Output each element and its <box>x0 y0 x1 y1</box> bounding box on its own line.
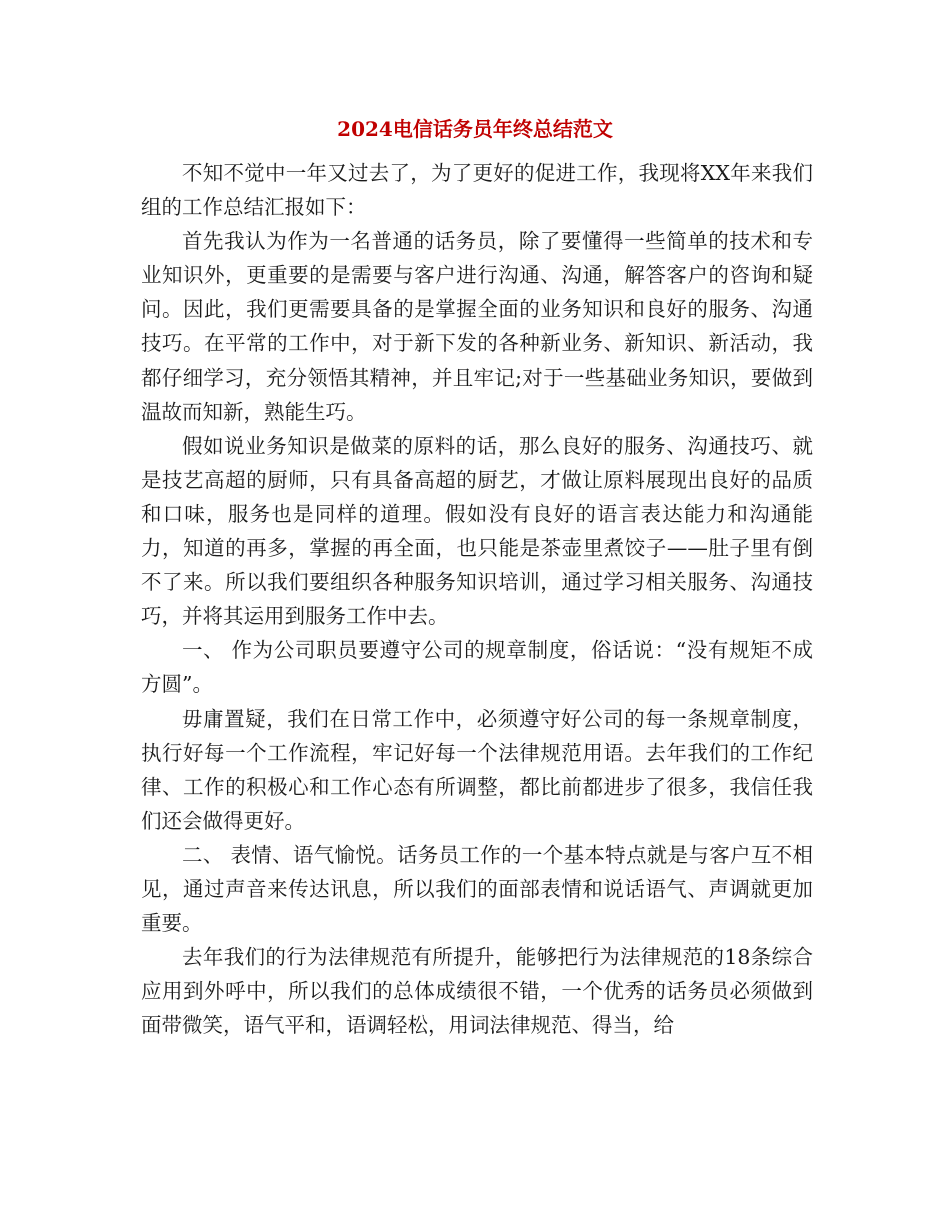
document-title: 2024电信话务员年终总结范文 <box>337 117 613 141</box>
paragraph-section-one: 一、 作为公司职员要遵守公司的规章制度，俗话说：“没有规矩不成方圆”。 <box>141 638 813 697</box>
paragraph-intro: 不知不觉中一年又过去了，为了更好的促进工作，我现将XX年来我们组的工作总结汇报如下： <box>141 161 813 220</box>
paragraph-section-two: 二、 表情、语气愉悦。话务员工作的一个基本特点就是与客户互不相见，通过声音来传达讯息，所以我们的面部表情和说话语气、声调就更加重要。 <box>141 842 813 936</box>
paragraph-knowledge: 首先我认为作为一名普通的话务员，除了要懂得一些简单的技术和专业知识外，更重要的是需要与客户进行沟通、沟通，解答客户的咨询和疑问。因此，我们更需要具备的是掌握全面的业务知识和良好的服务、沟通技巧。在平常的工作中，对于新下发的各种新业务、新知识、新活动，我都仔细学习，充分领悟其精神，并且牢记;对于一些基础业务知识，要做到温故而知新，熟能生巧。 <box>141 229 813 424</box>
paragraph-rules: 毋庸置疑，我们在日常工作中，必须遵守好公司的每一条规章制度，执行好每一个工作流程，牢记好每一个法律规范用语。去年我们的工作纪律、工作的积极心和工作心态有所调整，都比前都进步了很多，我信任我们还会做得更好。 <box>141 706 813 833</box>
document-body <box>141 156 813 1042</box>
paragraph-behavior: 去年我们的行为法律规范有所提升，能够把行为法律规范的18条综合应用到外呼中，所以我们的总体成绩很不错，一个优秀的话务员必须做到面带微笑，语气平和，语调轻松，用词法律规范、得当，给 <box>141 945 813 1038</box>
paragraph-service: 假如说业务知识是做菜的原料的话，那么良好的服务、沟通技巧、就是技艺高超的厨师，只有具备高超的厨艺，才做让原料展现出良好的品质和口味，服务也是同样的道理。假如没有良好的语言表达能力和沟通能力，知道的再多，掌握的再全面，也只能是茶壶里煮饺子——肚子里有倒不了来。所以我们要组织各种服务知识培训，通过学习相关服务、沟通技巧，并将其运用到服务工作中去。 <box>141 433 813 629</box>
